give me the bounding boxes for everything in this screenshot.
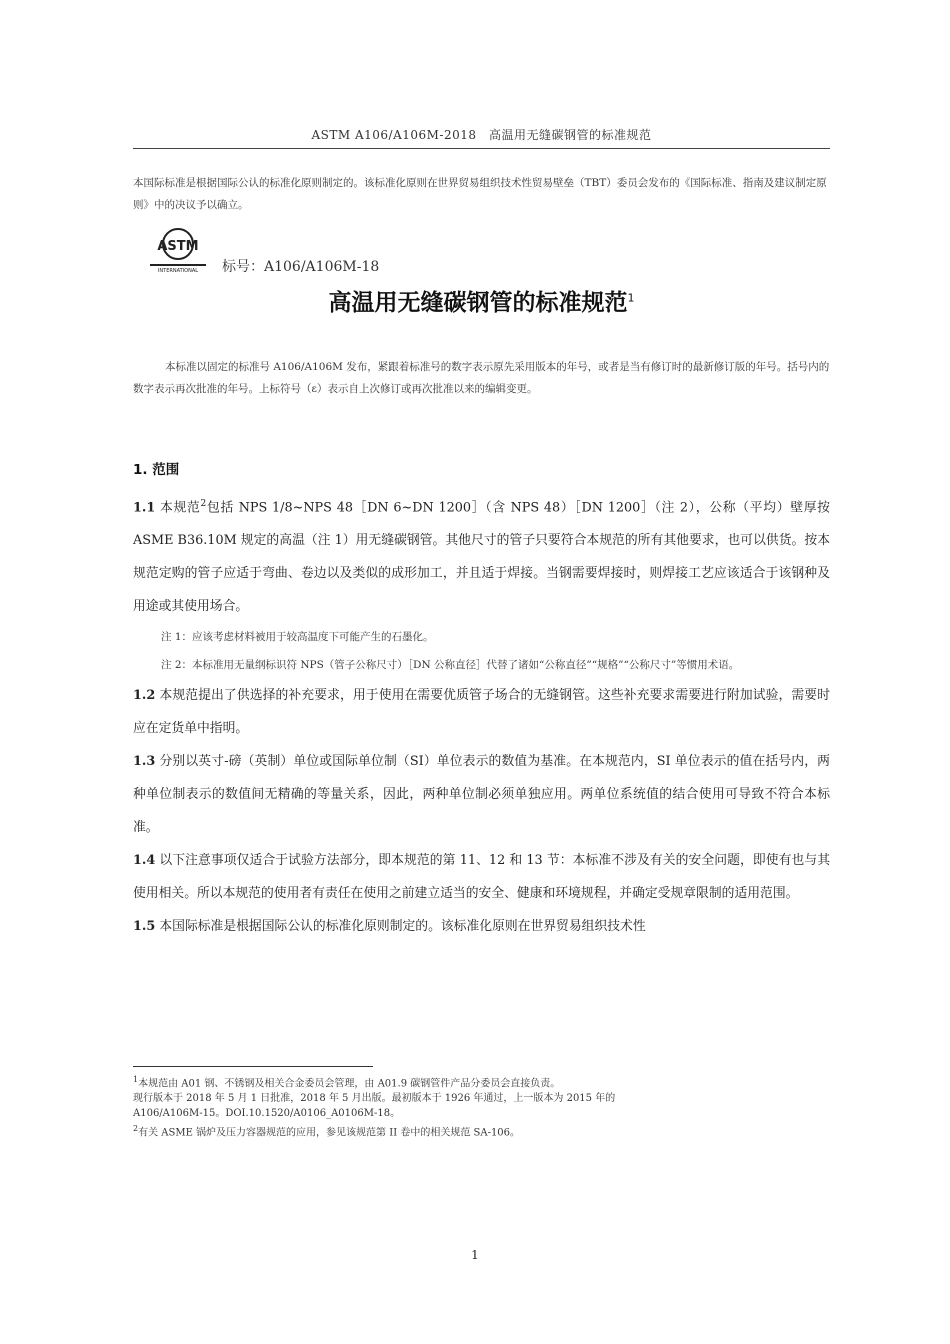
footnote-mark: 2 (200, 499, 207, 509)
logo-text: ASTM (157, 239, 199, 254)
clause-1-5 (133, 910, 830, 943)
clause-text: 本国际标准是根据国际公认的标准化原则制定的。该标准化原则在世界贸易组织技术性 (159, 919, 646, 935)
astm-logo-icon (146, 226, 210, 274)
footnotes (133, 1072, 830, 1141)
page-title (133, 284, 830, 317)
running-header: ASTM A106/A106M-2018 高温用无缝碳钢管的标准规范 (311, 128, 652, 142)
designation-row (146, 226, 746, 276)
clause-1-4 (133, 844, 830, 910)
footnote-line: A106/A106M-15。DOI.10.1520/A0106_A0106M-18。 (133, 1108, 401, 1120)
footnote-mark: 2 (133, 1124, 139, 1134)
header-divider (133, 148, 830, 149)
clause-text: 本规范提出了供选择的补充要求，用于使用在需要优质管子场合的无缝钢管。这些补充要求需要进行附加试验，需要时应在定货单中指明。 (133, 688, 830, 737)
clause-number: 1.1 (133, 500, 156, 516)
logo-subtext: INTERNATIONAL (157, 268, 199, 274)
note-1: 注 1：应该考虑材料被用于较高温度下可能产生的石墨化。 (161, 631, 434, 644)
footnote-2 (133, 1121, 830, 1140)
footnote-line: 本规范由 A01 钢、不锈钢及相关合金委员会管理，由 A01.9 碳钢管件产品分委员会直接负责。 (138, 1078, 561, 1090)
clause-number: 1.4 (133, 853, 156, 869)
clause-text: 包括 NPS 1/8~NPS 48［DN 6~DN 1200］（含 NPS 48）［DN 1200］（注 2），公称（平均）壁厚按 ASME B36.10M 规定的高温（注 1）用无缝碳钢管。其他尺寸的管子只要符合本规范的所有其他要求，也可以供货。按本规范定购的管子应适于弯曲、卷边以及类似的成形加工，并且适于焊接。当钢需要焊接时，则焊接工艺应该适合于该钢种及用途或其使用场合。 (133, 500, 830, 615)
clause-number: 1.5 (133, 919, 156, 935)
page-number: 1 (471, 1248, 479, 1262)
section-heading: 1. 范围 (133, 462, 180, 478)
intro-paragraph: 本标准以固定的标准号 A106/A106M 发布，紧跟着标准号的数字表示原先采用版本的年号，或者是当有修订时的最新修订版的年号。括号内的数字表示再次批准的年号。上标符号（ε）表示自上次修订或再次批准以来的编辑变更。 (133, 361, 830, 395)
footnote-line: 现行版本于 2018 年 5 月 1 日批准，2018 年 5 月出版。最初版本于 1926 年通过，上一版本为 2015 年的 (133, 1093, 616, 1105)
clause-1-1 (133, 488, 830, 623)
title-footnote-mark: 1 (627, 291, 635, 305)
clause-number: 1.2 (133, 688, 156, 704)
clause-number: 1.3 (133, 754, 156, 770)
body-text (133, 488, 830, 943)
note-2: 注 2：本标准用无量纲标识符 NPS（管子公称尺寸）［DN 公称直径］代替了诸如“公称直径”“规格”“公称尺寸”等惯用术语。 (161, 659, 740, 672)
clause-text: 以下注意事项仅适合于试验方法部分，即本规范的第 11、12 和 13 节：本标准不涉及有关的安全问题，即使有也与其使用相关。所以本规范的使用者有责任在使用之前建立适当的安全、健康和环境规程，并确定受规章限制的适用范围。 (133, 853, 830, 902)
footnote-line: 有关 ASME 锅炉及压力容器规范的应用，参见该规范第 II 卷中的相关规范 SA-106。 (138, 1127, 521, 1139)
clause-text: 分别以英寸-磅（英制）单位或国际单位制（SI）单位表示的数值为基准。在本规范内，SI 单位表示的值在括号内，两种单位制表示的数值间无精确的等量关系，因此，两种单位制必须单独应用。两单位系统值的结合使用可导致不符合本标准。 (133, 754, 830, 836)
clause-1-3 (133, 745, 830, 844)
title-text: 高温用无缝碳钢管的标准规范 (328, 290, 628, 316)
preface-paragraph: 本国际标准是根据国际公认的标准化原则制定的。该标准化原则在世界贸易组织技术性贸易壁垒（TBT）委员会发布的《国际标准、指南及建议制定原则》中的决议予以确立。 (133, 177, 827, 211)
footnote-mark: 1 (133, 1075, 139, 1084)
footnote-divider (133, 1066, 373, 1067)
standard-designation: 标号：A106/A106M-18 (222, 259, 380, 275)
clause-1-2 (133, 679, 830, 745)
clause-text: 本规范 (160, 500, 201, 516)
footnote-1 (133, 1072, 830, 1091)
